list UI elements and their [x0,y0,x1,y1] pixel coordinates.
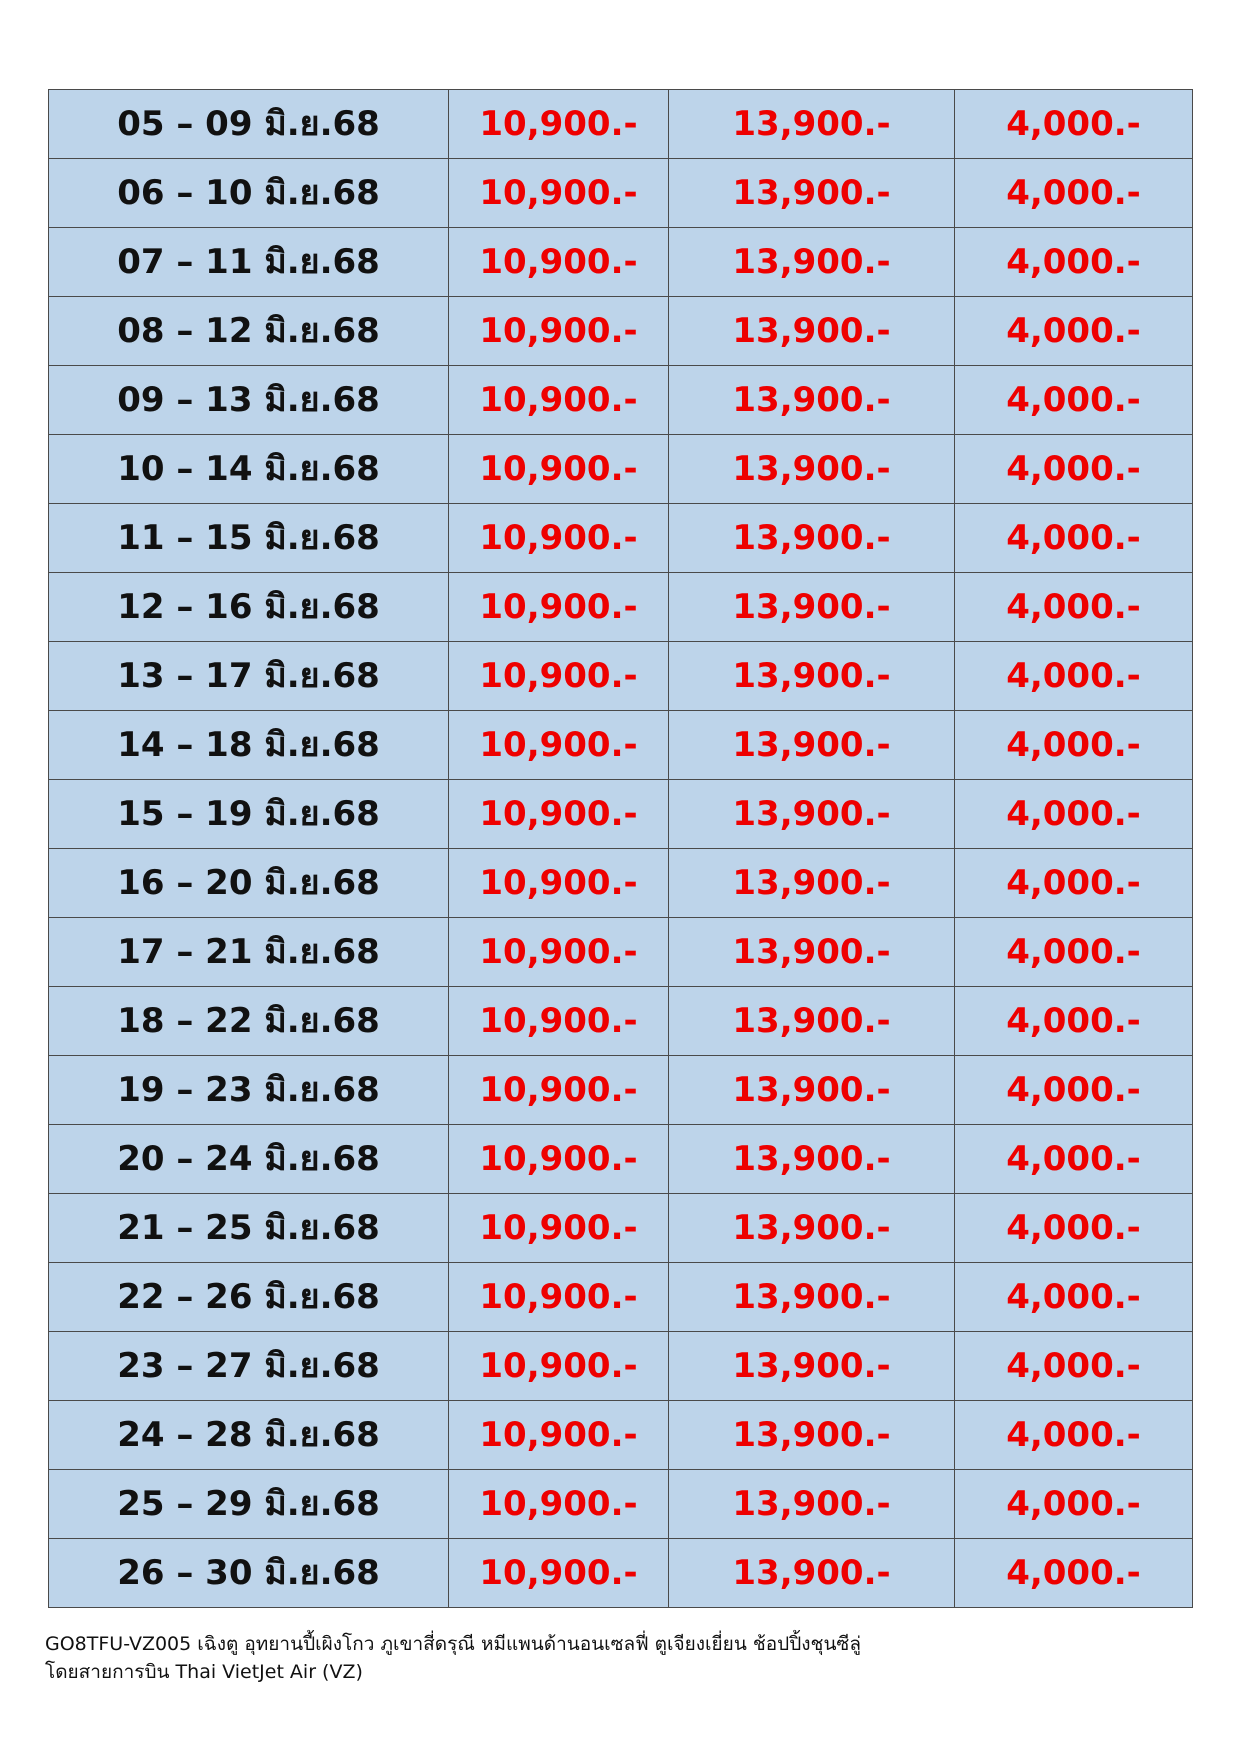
table-row [49,1470,1193,1539]
table-row [49,642,1193,711]
table-row [49,987,1193,1056]
price-cell-3: 4,000.- [955,366,1193,435]
price-cell-2: 13,900.- [669,849,955,918]
travel-dates-cell: 07 – 11 มิ.ย.68 [49,228,449,297]
table-row [49,918,1193,987]
travel-dates-cell: 26 – 30 มิ.ย.68 [49,1539,449,1608]
table-row [49,1056,1193,1125]
price-cell-1: 10,900.- [449,1056,669,1125]
price-cell-2: 13,900.- [669,159,955,228]
travel-dates-cell: 10 – 14 มิ.ย.68 [49,435,449,504]
price-cell-1: 10,900.- [449,297,669,366]
price-cell-3: 4,000.- [955,987,1193,1056]
price-cell-2: 13,900.- [669,987,955,1056]
price-cell-3: 4,000.- [955,504,1193,573]
table-row [49,435,1193,504]
price-cell-2: 13,900.- [669,228,955,297]
price-cell-1: 10,900.- [449,1332,669,1401]
price-cell-2: 13,900.- [669,1125,955,1194]
travel-dates-cell: 13 – 17 มิ.ย.68 [49,642,449,711]
price-cell-2: 13,900.- [669,1470,955,1539]
table-row [49,1401,1193,1470]
travel-dates-cell: 22 – 26 มิ.ย.68 [49,1263,449,1332]
price-cell-3: 4,000.- [955,573,1193,642]
price-cell-2: 13,900.- [669,1056,955,1125]
price-cell-1: 10,900.- [449,987,669,1056]
airline-note: โดยสายการบิน Thai VietJet Air (VZ) [45,1661,363,1683]
price-cell-1: 10,900.- [449,780,669,849]
price-cell-2: 13,900.- [669,435,955,504]
price-cell-2: 13,900.- [669,504,955,573]
travel-dates-cell: 12 – 16 มิ.ย.68 [49,573,449,642]
price-cell-3: 4,000.- [955,1263,1193,1332]
price-cell-2: 13,900.- [669,1194,955,1263]
price-table [48,89,1193,1608]
price-cell-3: 4,000.- [955,642,1193,711]
travel-dates-cell: 21 – 25 มิ.ย.68 [49,1194,449,1263]
table-row [49,711,1193,780]
travel-dates-cell: 24 – 28 มิ.ย.68 [49,1401,449,1470]
price-cell-2: 13,900.- [669,918,955,987]
price-cell-1: 10,900.- [449,1539,669,1608]
table-row [49,1332,1193,1401]
table-row [49,573,1193,642]
price-cell-2: 13,900.- [669,1263,955,1332]
price-cell-1: 10,900.- [449,1125,669,1194]
price-cell-3: 4,000.- [955,90,1193,159]
price-cell-1: 10,900.- [449,366,669,435]
price-cell-2: 13,900.- [669,297,955,366]
table-row [49,1539,1193,1608]
price-cell-3: 4,000.- [955,780,1193,849]
table-row [49,1125,1193,1194]
price-cell-1: 10,900.- [449,228,669,297]
price-cell-3: 4,000.- [955,1470,1193,1539]
travel-dates-cell: 17 – 21 มิ.ย.68 [49,918,449,987]
price-cell-2: 13,900.- [669,780,955,849]
table-row [49,366,1193,435]
table-row [49,1263,1193,1332]
price-cell-3: 4,000.- [955,1194,1193,1263]
price-cell-1: 10,900.- [449,435,669,504]
travel-dates-cell: 05 – 09 มิ.ย.68 [49,90,449,159]
travel-dates-cell: 18 – 22 มิ.ย.68 [49,987,449,1056]
price-cell-1: 10,900.- [449,849,669,918]
price-cell-1: 10,900.- [449,1470,669,1539]
price-cell-2: 13,900.- [669,642,955,711]
travel-dates-cell: 08 – 12 มิ.ย.68 [49,297,449,366]
table-row [49,780,1193,849]
price-cell-1: 10,900.- [449,711,669,780]
price-cell-2: 13,900.- [669,1401,955,1470]
price-cell-1: 10,900.- [449,504,669,573]
table-row [49,90,1193,159]
price-cell-2: 13,900.- [669,711,955,780]
price-cell-2: 13,900.- [669,366,955,435]
price-cell-3: 4,000.- [955,1056,1193,1125]
price-cell-3: 4,000.- [955,1401,1193,1470]
price-cell-2: 13,900.- [669,1332,955,1401]
price-cell-3: 4,000.- [955,159,1193,228]
travel-dates-cell: 25 – 29 มิ.ย.68 [49,1470,449,1539]
price-cell-1: 10,900.- [449,642,669,711]
price-table-body [49,90,1193,1608]
table-row [49,504,1193,573]
travel-dates-cell: 23 – 27 มิ.ย.68 [49,1332,449,1401]
price-cell-1: 10,900.- [449,918,669,987]
travel-dates-cell: 20 – 24 มิ.ย.68 [49,1125,449,1194]
travel-dates-cell: 14 – 18 มิ.ย.68 [49,711,449,780]
table-row [49,1194,1193,1263]
price-cell-3: 4,000.- [955,297,1193,366]
table-row [49,228,1193,297]
travel-dates-cell: 19 – 23 มิ.ย.68 [49,1056,449,1125]
price-cell-2: 13,900.- [669,90,955,159]
price-cell-1: 10,900.- [449,573,669,642]
price-cell-1: 10,900.- [449,1401,669,1470]
price-cell-3: 4,000.- [955,1539,1193,1608]
travel-dates-cell: 06 – 10 มิ.ย.68 [49,159,449,228]
price-cell-2: 13,900.- [669,573,955,642]
price-cell-3: 4,000.- [955,918,1193,987]
travel-dates-cell: 11 – 15 มิ.ย.68 [49,504,449,573]
price-cell-3: 4,000.- [955,1125,1193,1194]
price-cell-1: 10,900.- [449,159,669,228]
price-cell-2: 13,900.- [669,1539,955,1608]
table-row [49,849,1193,918]
price-cell-3: 4,000.- [955,711,1193,780]
travel-dates-cell: 15 – 19 มิ.ย.68 [49,780,449,849]
price-cell-3: 4,000.- [955,849,1193,918]
travel-dates-cell: 16 – 20 มิ.ย.68 [49,849,449,918]
table-row [49,159,1193,228]
tour-description: GO8TFU-VZ005 เฉิงตู อุทยานปี้เผิงโกว ภูเขาสี่ดรุณี หมีแพนด้านอนเซลฟี่ ตูเจียงเยี่ยน ช้อปปิ้งชุนซีลู่ [45,1633,861,1655]
price-cell-1: 10,900.- [449,90,669,159]
table-row [49,297,1193,366]
price-cell-1: 10,900.- [449,1263,669,1332]
price-cell-1: 10,900.- [449,1194,669,1263]
price-cell-3: 4,000.- [955,228,1193,297]
price-cell-3: 4,000.- [955,435,1193,504]
price-cell-3: 4,000.- [955,1332,1193,1401]
travel-dates-cell: 09 – 13 มิ.ย.68 [49,366,449,435]
